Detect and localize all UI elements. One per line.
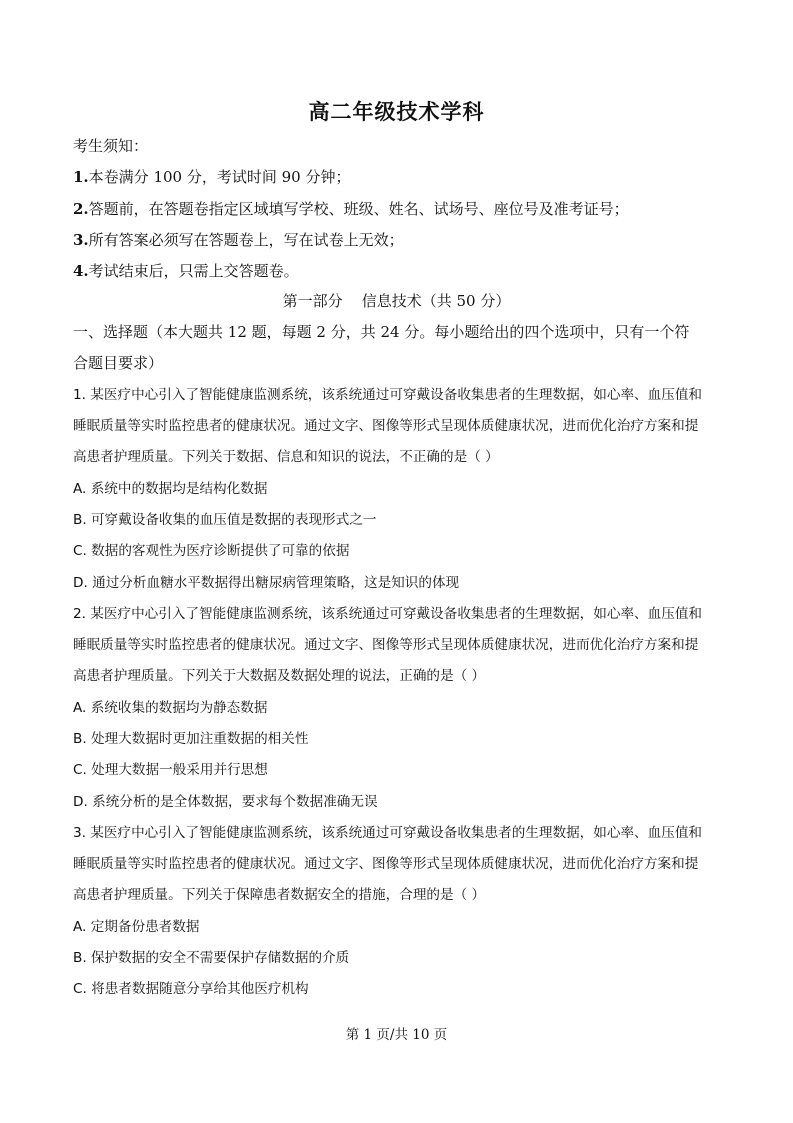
part-heading: 第一部分 信息技术（共 50 分） <box>282 292 511 310</box>
section-heading-line-2: 合题目要求） <box>73 354 164 372</box>
question-2-option-d: D. 系统分析的是全体数据，要求每个数据准确无误 <box>73 794 378 810</box>
notice-item-4 <box>73 261 733 281</box>
notice-item-2 <box>73 199 733 219</box>
page-title: 高二年级技术学科 <box>308 99 485 124</box>
question-2-option-c: C. 处理大数据一般采用并行思想 <box>73 762 268 778</box>
question-3-line-2: 睡眠质量等实时监控患者的健康状况。通过文字、图像等形式呈现体质健康状况，进而优化治疗方案和提 <box>73 856 699 872</box>
question-3-option-c: C. 将患者数据随意分享给其他医疗机构 <box>73 981 309 997</box>
question-3-line-3: 高患者护理质量。下列关于保障患者数据安全的措施，合理的是（ ） <box>73 887 486 903</box>
question-2-line-2: 睡眠质量等实时监控患者的健康状况。通过文字、图像等形式呈现体质健康状况，进而优化治疗方案和提 <box>73 637 699 653</box>
question-1-line-1: 1. 某医疗中心引入了智能健康监测系统，该系统通过可穿戴设备收集患者的生理数据，如心率、血压值和 <box>73 387 703 403</box>
notice-item-number: 4. <box>73 262 89 280</box>
notice-item-text: 本卷满分 100 分，考试时间 90 分钟； <box>88 168 351 186</box>
notice-item-text: 答题前，在答题卷指定区域填写学校、班级、姓名、试场号、座位号及准考证号； <box>88 200 629 218</box>
notice-item-number: 3. <box>73 231 89 249</box>
question-1-option-b: B. 可穿戴设备收集的血压值是数据的表现形式之一 <box>73 512 377 528</box>
question-3-line-1: 3. 某医疗中心引入了智能健康监测系统，该系统通过可穿戴设备收集患者的生理数据，如心率、血压值和 <box>73 825 703 841</box>
question-2-line-1: 2. 某医疗中心引入了智能健康监测系统，该系统通过可穿戴设备收集患者的生理数据，如心率、血压值和 <box>73 606 703 622</box>
question-2-option-b: B. 处理大数据时更加注重数据的相关性 <box>73 731 309 747</box>
notice-item-number: 1. <box>73 168 89 186</box>
section-heading-line-1: 一、选择题（本大题共 12 题，每题 2 分，共 24 分。每小题给出的四个选项中，只有一个符 <box>73 323 690 341</box>
notice-item-3 <box>73 230 733 250</box>
notice-item-number: 2. <box>73 200 89 218</box>
notice-item-1 <box>73 167 733 187</box>
page-footer: 第 1 页/共 10 页 <box>345 1027 448 1043</box>
question-2-option-a: A. 系统收集的数据均为静态数据 <box>73 700 268 716</box>
notice-heading: 考生须知： <box>73 137 149 155</box>
question-1-option-c: C. 数据的客观性为医疗诊断提供了可靠的依据 <box>73 543 350 559</box>
question-3-option-b: B. 保护数据的安全不需要保护存储数据的介质 <box>73 950 350 966</box>
question-1-line-3: 高患者护理质量。下列关于数据、信息和知识的说法，不正确的是（ ） <box>73 449 499 465</box>
notice-item-text: 考试结束后，只需上交答题卷。 <box>88 262 299 280</box>
notice-item-text: 所有答案必须写在答题卷上，写在试卷上无效； <box>88 231 404 249</box>
question-3-option-a: A. 定期备份患者数据 <box>73 919 200 935</box>
question-2-line-3: 高患者护理质量。下列关于大数据及数据处理的说法，正确的是（ ） <box>73 668 486 684</box>
question-1-line-2: 睡眠质量等实时监控患者的健康状况。通过文字、图像等形式呈现体质健康状况，进而优化治疗方案和提 <box>73 418 699 434</box>
question-1-option-d: D. 通过分析血糖水平数据得出糖尿病管理策略，这是知识的体现 <box>73 575 460 591</box>
question-1-option-a: A. 系统中的数据均是结构化数据 <box>73 481 268 497</box>
